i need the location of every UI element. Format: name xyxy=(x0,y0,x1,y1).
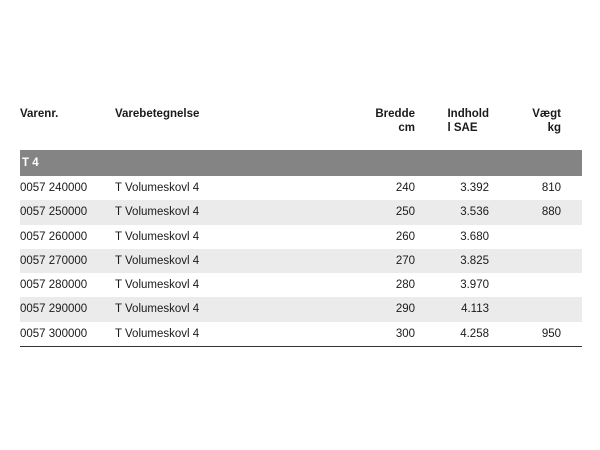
header-vaegt xyxy=(532,107,561,135)
cell-bredde: 280 xyxy=(395,279,415,292)
header-varebetegnelse: Varebetegnelse xyxy=(115,108,200,120)
cell-varenr: 0057 240000 xyxy=(20,182,88,194)
cell-indhold: 4.113 xyxy=(461,303,489,316)
header-indhold-line1: Indhold xyxy=(447,108,489,120)
table-row xyxy=(20,273,582,297)
cell-vaegt: 810 xyxy=(541,182,561,194)
cell-varenr: 0057 280000 xyxy=(20,279,88,292)
cell-varenr: 0057 270000 xyxy=(20,254,88,267)
table-body xyxy=(20,176,582,346)
cell-varebetegnelse: T Volumeskovl 4 xyxy=(115,303,200,316)
cell-indhold: 3.392 xyxy=(460,182,489,194)
cell-indhold: 3.536 xyxy=(460,206,489,219)
cell-varebetegnelse: T Volumeskovl 4 xyxy=(115,230,200,243)
cell-varenr: 0057 300000 xyxy=(20,327,88,340)
header-bredde xyxy=(375,107,415,135)
table-row xyxy=(20,249,582,273)
cell-varebetegnelse: T Volumeskovl 4 xyxy=(115,327,200,340)
header-bredde-unit: cm xyxy=(398,122,415,134)
cell-varenr: 0057 260000 xyxy=(20,230,88,243)
cell-bredde: 270 xyxy=(395,254,415,267)
cell-indhold: 3.680 xyxy=(460,230,489,243)
cell-varebetegnelse: T Volumeskovl 4 xyxy=(115,254,200,267)
header-vaegt-unit: kg xyxy=(547,122,561,134)
cell-bredde: 300 xyxy=(395,327,415,340)
header-indhold xyxy=(447,107,489,135)
cell-indhold: 3.825 xyxy=(460,254,489,267)
product-table xyxy=(20,107,582,347)
table-row xyxy=(20,225,582,249)
header-vaegt-line1: Vægt xyxy=(532,108,561,120)
cell-indhold: 4.258 xyxy=(460,327,489,340)
cell-vaegt: 950 xyxy=(541,327,561,340)
header-bredde-line1: Bredde xyxy=(375,108,415,120)
table-row xyxy=(20,322,582,346)
cell-bredde: 250 xyxy=(395,206,415,219)
cell-varebetegnelse: T Volumeskovl 4 xyxy=(115,279,200,292)
cell-varenr: 0057 290000 xyxy=(20,303,88,316)
cell-bredde: 240 xyxy=(395,182,415,194)
table-row xyxy=(20,200,582,224)
table-header xyxy=(20,107,582,141)
header-indhold-unit: l SAE xyxy=(447,122,478,134)
cell-varebetegnelse: T Volumeskovl 4 xyxy=(115,206,200,219)
cell-vaegt: 880 xyxy=(541,206,561,219)
table-bottom-rule xyxy=(20,346,582,347)
cell-varenr: 0057 250000 xyxy=(20,206,88,219)
group-header-bar: T 4 xyxy=(20,150,582,176)
cell-varebetegnelse: T Volumeskovl 4 xyxy=(115,182,200,194)
table-row xyxy=(20,297,582,321)
table-row xyxy=(20,176,582,200)
cell-indhold: 3.970 xyxy=(460,279,489,292)
cell-bredde: 260 xyxy=(395,230,415,243)
cell-bredde: 290 xyxy=(395,303,415,316)
header-varenr: Varenr. xyxy=(20,108,59,120)
